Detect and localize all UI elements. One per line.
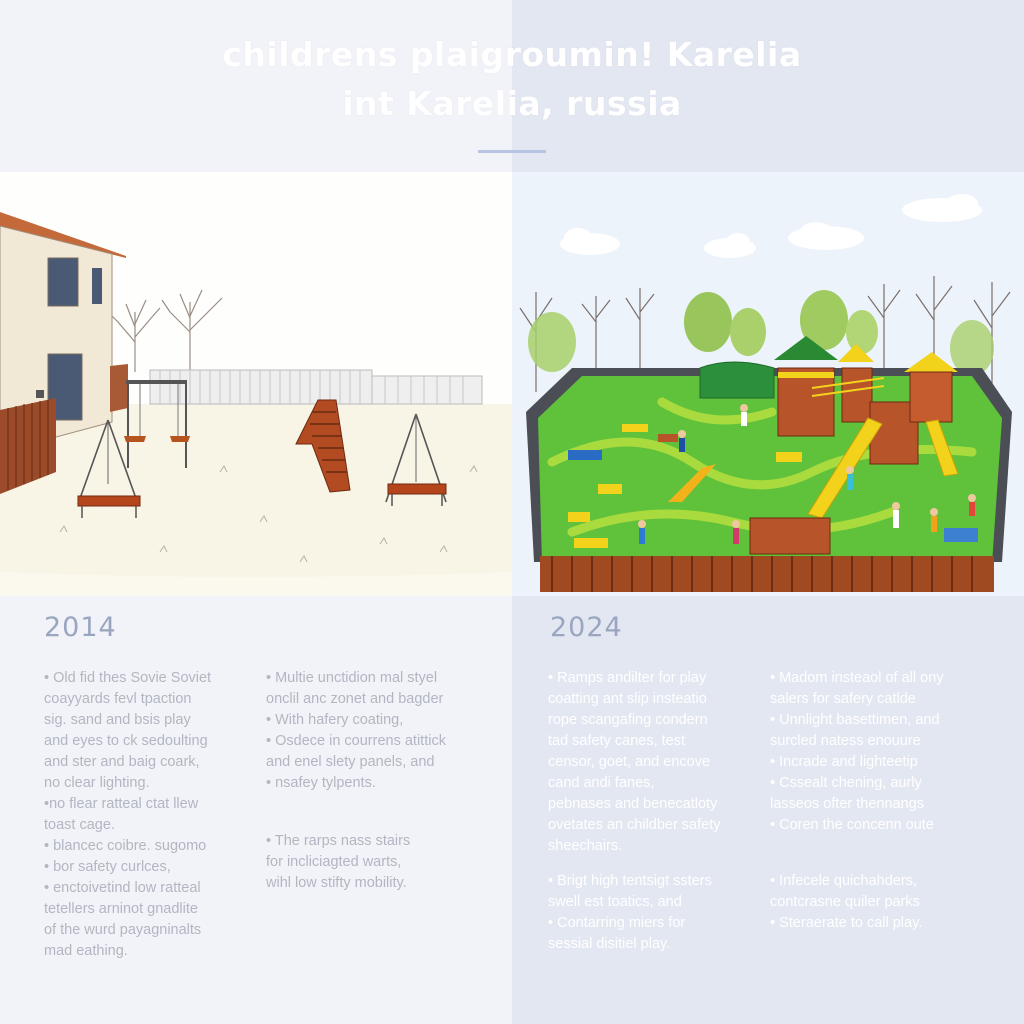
note-line: and ster and baig coark, bbox=[44, 754, 200, 770]
page-title bbox=[0, 30, 1024, 128]
note-line: mad eathing. bbox=[44, 943, 128, 959]
note-line: sig. sand and bsis play bbox=[44, 712, 191, 728]
note-line: • Infecele quichahders, bbox=[770, 873, 917, 889]
note-line: • blancec coibre. sugomo bbox=[44, 838, 207, 854]
after-year: 2024 bbox=[550, 612, 623, 643]
note-line: contcrasne quiler parks bbox=[770, 894, 920, 910]
note-line: • nsafey tylpents. bbox=[266, 775, 376, 791]
note-line: wihl low stifty mobility. bbox=[266, 875, 407, 891]
front-wooden-fence bbox=[540, 556, 994, 592]
note-line: tad safety canes, test bbox=[548, 733, 686, 749]
note-line: • Coren the concenn oute bbox=[770, 817, 934, 833]
note-line: coatting ant slip insteatio bbox=[548, 691, 707, 707]
note-line: • Old fid thes Sovie Soviet bbox=[44, 670, 212, 686]
clouds bbox=[560, 194, 982, 258]
note-line: • Contarring miers for bbox=[548, 915, 686, 931]
note-line: • Madom insteaol of all ony bbox=[770, 670, 944, 686]
before-notes-column-2 bbox=[266, 668, 496, 794]
after-notes-column-1b bbox=[548, 871, 763, 955]
modern-playground-drawing bbox=[512, 172, 1024, 596]
after-notes-column-2b bbox=[770, 871, 1010, 934]
note-line: no clear lighting. bbox=[44, 775, 150, 791]
note-line: sessial disitiel play. bbox=[548, 936, 671, 952]
wooden-panel bbox=[750, 518, 830, 554]
note-line: • Cssealt chening, aurly bbox=[770, 775, 922, 791]
note-line: • Ramps andilter for play bbox=[548, 670, 707, 686]
note-line: and eyes to ck sedoulting bbox=[44, 733, 208, 749]
note-line: • Steraerate to call play. bbox=[770, 915, 923, 931]
note-line: • bor safety curlces, bbox=[44, 859, 171, 875]
note-line: for incliciagted warts, bbox=[266, 854, 402, 870]
before-illustration bbox=[0, 172, 512, 596]
before-notes-column-1 bbox=[44, 668, 256, 962]
note-line: • Unnlight basettimen, and bbox=[770, 712, 940, 728]
after-illustration bbox=[512, 172, 1024, 596]
title-line-1: childrens plaigroumin! Karelia bbox=[222, 35, 802, 74]
note-line: onclil anc zonet and bagder bbox=[266, 691, 444, 707]
note-line: • enctoivetind low ratteal bbox=[44, 880, 201, 896]
note-line: tetellers arninot gnadlite bbox=[44, 901, 198, 917]
before-notes-column-2b bbox=[266, 831, 496, 894]
note-line: lasseos ofter thennangs bbox=[770, 796, 924, 812]
note-line: censor, goet, and encove bbox=[548, 754, 711, 770]
note-line: salers for safery catlde bbox=[770, 691, 916, 707]
bare-tree bbox=[110, 290, 222, 372]
note-line: sheechairs. bbox=[548, 838, 623, 854]
title-divider bbox=[478, 150, 546, 153]
note-line: • Multie unctidion mal styel bbox=[266, 670, 438, 686]
title-line-2: int Karelia, russia bbox=[342, 84, 682, 123]
note-line: surcled natess enouure bbox=[770, 733, 921, 749]
note-line: pebnases and benecatloty bbox=[548, 796, 718, 812]
after-notes-column-1 bbox=[548, 668, 763, 857]
note-line: • With hafery coating, bbox=[266, 712, 404, 728]
note-line: • Osdece in courrens atittick bbox=[266, 733, 446, 749]
note-line: cand andi fanes, bbox=[548, 775, 655, 791]
note-line: coayyards fevl tpaction bbox=[44, 691, 192, 707]
note-line: toast cage. bbox=[44, 817, 115, 833]
old-playground-drawing bbox=[0, 172, 512, 596]
note-line: • Brigt high tentsigt ssters bbox=[548, 873, 712, 889]
note-line: • Incrade and lighteetip bbox=[770, 754, 918, 770]
note-line: •no flear ratteal ctat llew bbox=[44, 796, 199, 812]
note-line: of the wurd payagninalts bbox=[44, 922, 202, 938]
note-line: swell est toatics, and bbox=[548, 894, 682, 910]
green-tunnel bbox=[700, 362, 774, 398]
before-year: 2014 bbox=[44, 612, 117, 643]
after-notes-column-2 bbox=[770, 668, 1010, 836]
note-line: rope scangafing condern bbox=[548, 712, 708, 728]
note-line: and enel slety panels, and bbox=[266, 754, 435, 770]
note-line: ovetates an childber safety bbox=[548, 817, 721, 833]
note-line: • The rarps nass stairs bbox=[266, 833, 411, 849]
